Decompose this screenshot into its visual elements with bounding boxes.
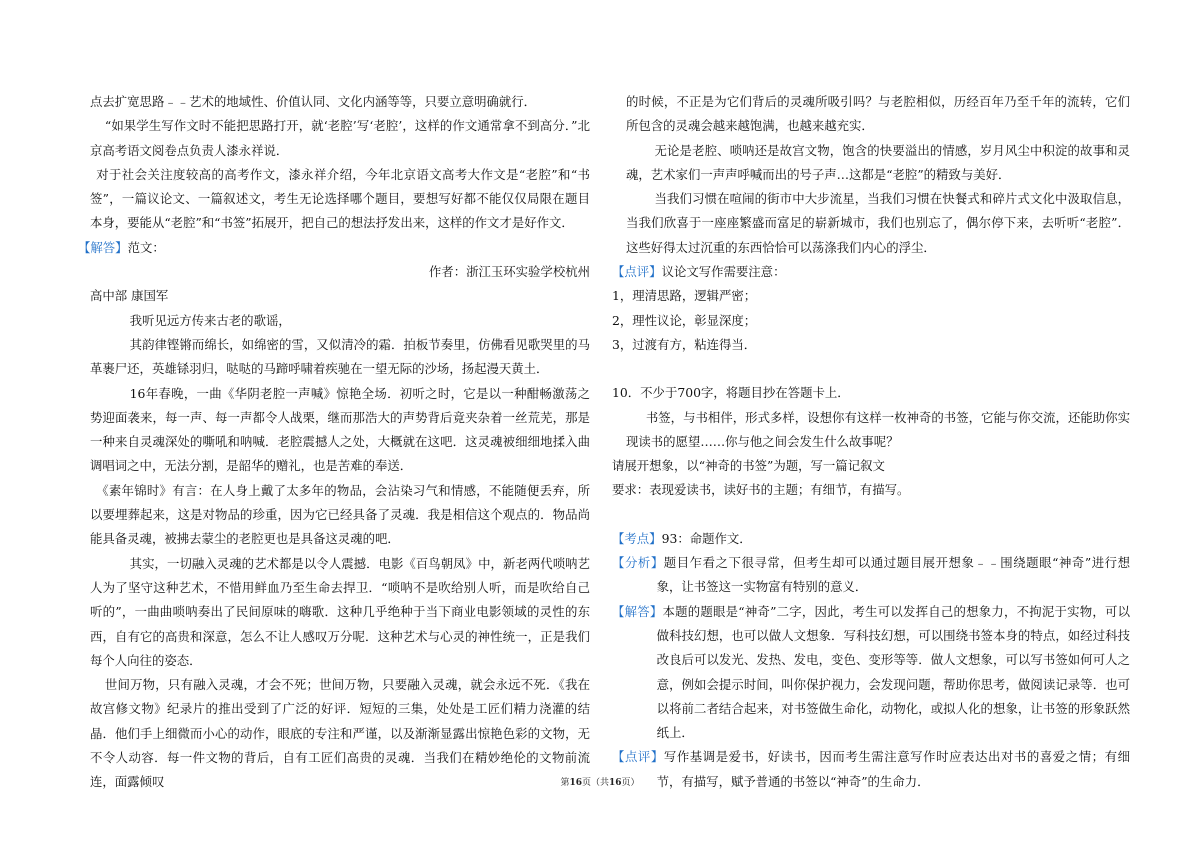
- answer-text: 范文：: [127, 239, 165, 255]
- solution-text: 本题的题眼是“神奇”二字，因此，考生可以发挥自己的想象力，不拘泥于实物，可以做科技幻想，也可以做人文想象．写科技幻想，可以围绕书签本身的特点，如经过科技改良后可以发光、发热、发电，变色、变形等等．做人文想象，可以写书签如何可人之意，例如会提示时间，叫你保护视力，会发现问题，帮助你思考，做阅读记录等．也可以将前二者结合起来，对书签做生命化，动物化，或拟人化的想象，让书签的形象跃然纸上．: [656, 603, 1131, 741]
- comment-line: [612, 260, 1130, 284]
- left-column: [78, 90, 590, 795]
- essay-paragraph: 《素年锦时》有言：在人身上戴了太多年的物品，会沾染习气和情感，不能随便丢弃，所以要埋葬起来，这是对物品的珍重，因为它已经具备了灵魂．我是相信这个观点的．物品尚能具备灵魂，被拂去蒙尘的老腔更也是具备这灵魂的吧．: [90, 482, 590, 547]
- answer-line: [78, 236, 590, 260]
- essay-author: 作者：浙江玉环实验学校杭州: [428, 264, 590, 280]
- question-requirement: 要求：表现爱读书，读好书的主题；有细节，有描写。: [612, 482, 910, 498]
- page-footer: [0, 775, 1200, 788]
- spacer: [612, 357, 1130, 381]
- analysis-line: [612, 551, 1130, 600]
- question-body: 书签，与书相伴，形式多样，设想你有这样一枚神奇的书签，它能与你交流，还能助你实现读书的愿望……你与他之间会发生什么故事呢？: [626, 409, 1130, 449]
- footer-prefix: 第: [560, 778, 570, 788]
- right-column: [612, 90, 1130, 794]
- footer-suffix: 页）: [621, 778, 640, 788]
- spacer: [612, 503, 1130, 527]
- paragraph: 当我们习惯在喧闹的街市中大步流星，当我们习惯在快餐式和碎片式文化中汲取信息，当我们欣喜于一座座繁盛而富足的崭新城市，我们也别忘了，偶尔停下来，去听听“老腔”．这些好得太过沉重的东西恰恰可以荡涤我们内心的浮尘．: [626, 191, 1130, 255]
- list-item: 1，理清思路，逻辑严密；: [612, 288, 757, 304]
- solution-line: [612, 600, 1130, 746]
- paragraph: 的时候，不正是为它们背后的灵魂所吸引吗？与老腔相似，历经百年乃至千年的流转，它们所包含的灵魂会越来越饱满，也越来越充实．: [626, 94, 1130, 134]
- comment-text: 议论文写作需要注意：: [661, 264, 786, 280]
- paragraph: “如果学生写作文时不能把思路打开，就‘老腔’写‘老腔’，这样的作文通常拿不到高分．”北京高考语文阅卷点负责人漆永祥说．: [90, 118, 590, 158]
- footer-total-pages: 16: [609, 778, 622, 788]
- paragraph: 对于社会关注度较高的高考作文，漆永祥介绍，今年北京语文高考大作文是“老腔”和“书签”，一篇议论文、一篇叙述文，考生无论选择哪个题目，要想写好都不能仅仅局限在题目本身，要能从“老腔”和“书签”拓展开，把自己的想法抒发出来，这样的作文才是好作文．: [90, 166, 590, 231]
- analysis-text: 题目乍看之下很寻常，但考生却可以通过题目展开想象﹣﹣围绕题眼“神奇”进行想象，让书签这一实物富有特别的意义．: [656, 555, 1131, 595]
- essay-paragraph: 其韵律铿锵而绵长，如绵密的雪，又似清冷的霜．拍板节奏里，仿佛看见歌哭里的马革裹尸还，英雄铩羽归，哒哒的马蹄呼啸着疾驰在一望无际的沙场，扬起漫天黄土．: [90, 336, 590, 377]
- kaodian-tag: 【考点】: [612, 530, 662, 546]
- answer-tag: 【解答】: [78, 239, 128, 255]
- kaodian-text: 93：命题作文．: [661, 530, 752, 546]
- kaodian-line: [612, 527, 1130, 551]
- essay-paragraph: 其实，一切融入灵魂的艺术都是以令人震撼．电影《百鸟朝凤》中，新老两代唢呐艺人为了坚守这种艺术，不惜用鲜血乃至生命去捍卫．“唢呐不是吹给别人听，而是吹给自己听的”，一曲曲唢呐奏出了民间原味的嗨歌．这种几乎绝种于当下商业电影领域的灵性的东西，自有它的高贵和深意，怎么不让人感叹万分呢．这种艺术与心灵的神性统一，正是我们每个人向往的姿态．: [90, 555, 590, 668]
- footer-page-number: 16: [569, 778, 582, 788]
- list-item: 2，理性议论，彰显深度；: [612, 312, 757, 328]
- comment-tag: 【点评】: [612, 264, 662, 280]
- comment2-tag: 【点评】: [612, 749, 664, 765]
- essay-paragraph: 16年春晚，一曲《华阴老腔一声喊》惊艳全场．初听之时，它是以一种酣畅激荡之势迎面袭来，每一声、每一声都令人战栗，继而那浩大的声势背后竟夹杂着一丝荒芜，那是一种来自灵魂深处的嘶吼和呐喊．老腔震撼人之处，大概就在这吧．这灵魂被细细地揉入曲调唱词之中，无法分割，是韶华的赠礼，也是苦难的奉送．: [90, 385, 590, 474]
- solution-tag: 【解答】: [612, 603, 663, 619]
- essay-paragraph: 世间万物，只有融入灵魂，才会不死；世间万物，只要融入灵魂，就会永远不死．《我在故宫修文物》纪录片的推出受到了广泛的好评．短短的三集，处处是工匠们精力浇灌的结晶．他们手上细微而小心的动作，眼底的专注和严谨，以及渐渐显露出惊艳色彩的文物，无不令人动容．每一件文物的背后，自有工匠们高贵的灵魂．当我们在精妙绝伦的文物前流连，面露倾叹: [90, 677, 590, 790]
- essay-school: 高中部 康国军: [90, 288, 169, 304]
- footer-mid: 页（共: [581, 778, 609, 788]
- essay-paragraph: 我听见远方传来古老的歌谣，: [129, 312, 291, 328]
- list-item: 3，过渡有方，粘连得当．: [612, 336, 757, 352]
- paragraph: 点去扩宽思路﹣﹣艺术的地域性、价值认同、文化内涵等等，只要立意明确就行．: [90, 94, 537, 109]
- question-title: 10．不少于700字，将题目抄在答题卡上．: [612, 385, 850, 401]
- comment2-text: 写作基调是爱书，好读书，因而考生需注意写作时应表达出对书的喜爱之情；有细节，有描写，赋予普通的书签以“神奇”的生命力．: [656, 749, 1131, 789]
- question-requirement: 请展开想象，以“神奇的书签”为题，写一篇记叙文: [612, 458, 885, 474]
- analysis-tag: 【分析】: [612, 555, 664, 571]
- paragraph: 无论是老腔、唢呐还是故宫文物，饱含的快要溢出的情感，岁月风尘中积淀的故事和灵魂，艺术家们一声声呼喊而出的号子声…这都是“老腔”的精致与美好．: [626, 142, 1130, 182]
